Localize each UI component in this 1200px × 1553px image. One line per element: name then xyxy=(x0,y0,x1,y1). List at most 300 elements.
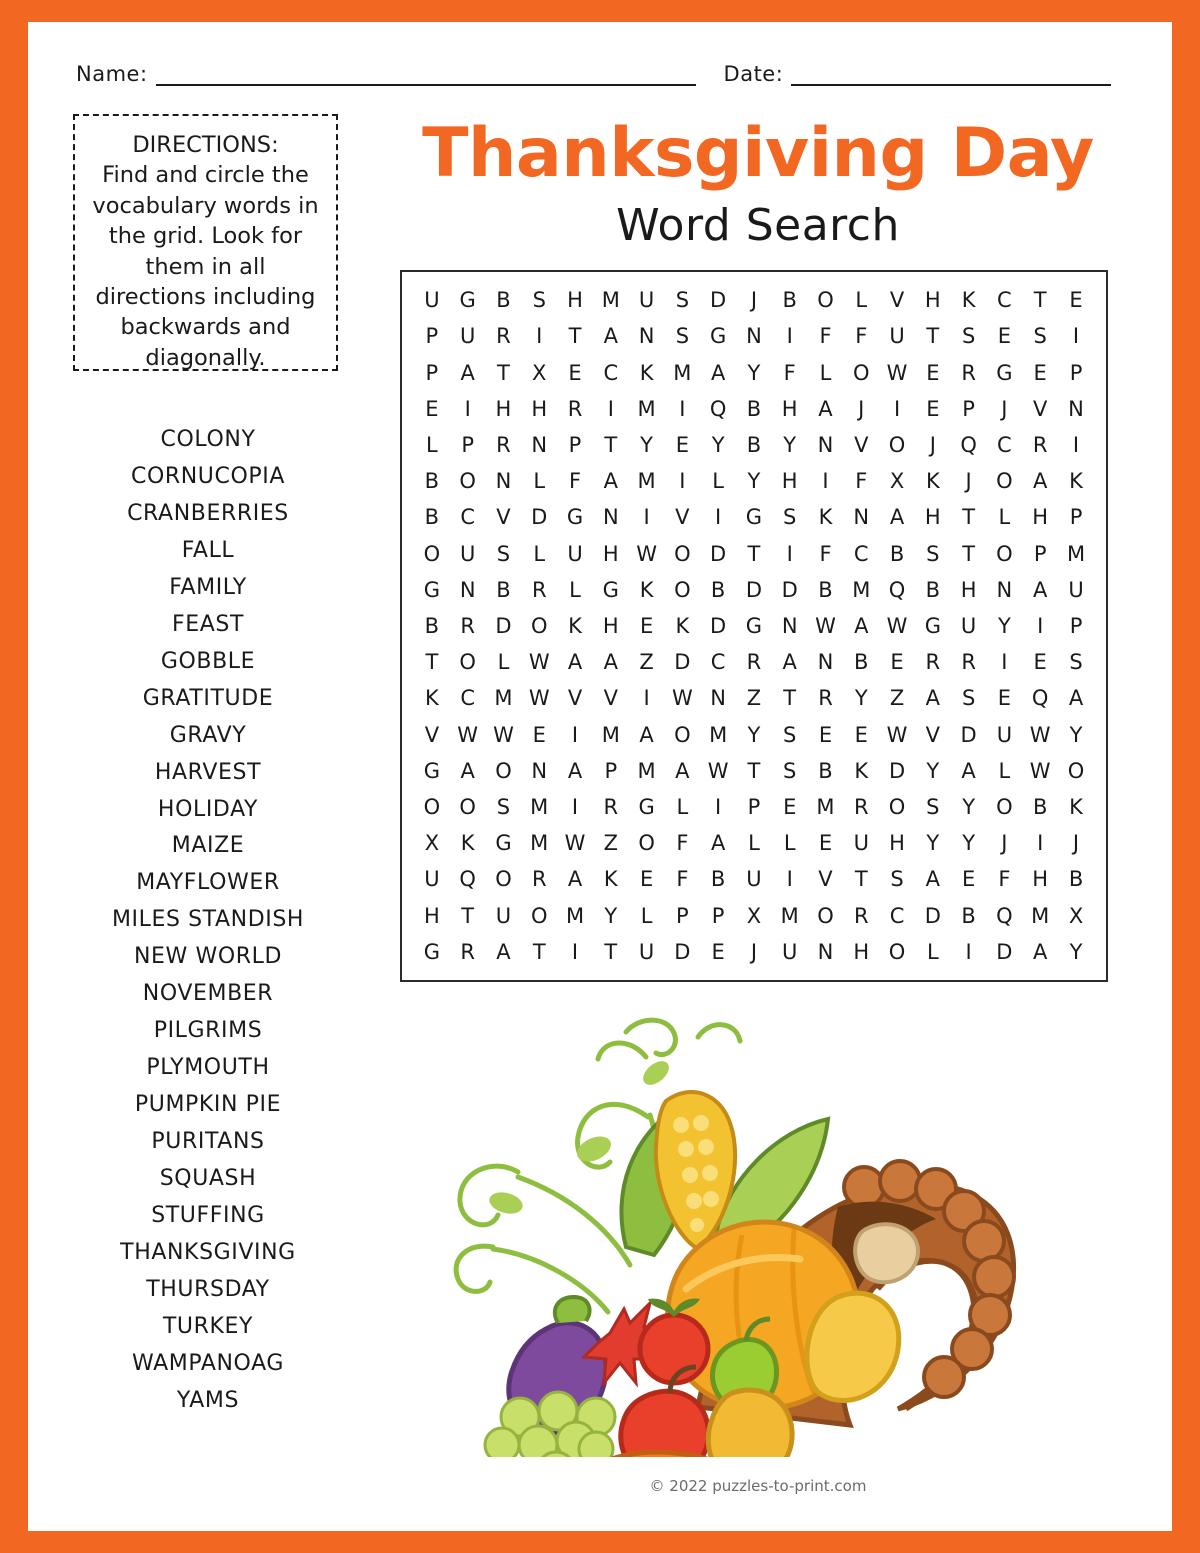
letter-cell[interactable]: V xyxy=(854,432,869,457)
letter-cell[interactable]: Z xyxy=(889,686,905,711)
letter-cell[interactable]: B xyxy=(1068,867,1084,892)
letter-cell[interactable]: S xyxy=(532,288,546,313)
letter-cell[interactable]: O xyxy=(674,541,691,566)
letter-cell[interactable]: M xyxy=(1066,541,1086,566)
letter-cell[interactable]: U xyxy=(459,324,476,349)
letter-cell[interactable]: M xyxy=(1031,903,1050,928)
letter-cell[interactable]: C xyxy=(853,541,869,566)
letter-cell[interactable]: M xyxy=(637,469,656,494)
letter-cell[interactable]: N xyxy=(495,469,512,494)
letter-cell[interactable]: D xyxy=(781,577,798,602)
letter-cell[interactable]: A xyxy=(603,324,618,349)
letter-cell[interactable]: O xyxy=(996,541,1013,566)
letter-cell[interactable]: E xyxy=(926,360,940,385)
letter-cell[interactable]: O xyxy=(423,541,441,566)
letter-cell[interactable]: K xyxy=(639,577,654,602)
letter-cell[interactable]: T xyxy=(604,432,618,457)
letter-cell[interactable]: I xyxy=(607,396,614,421)
letter-cell[interactable]: H xyxy=(495,396,512,421)
letter-cell[interactable]: A xyxy=(1068,686,1084,711)
word-list-item[interactable]: MAYFLOWER xyxy=(136,870,280,896)
letter-cell[interactable]: S xyxy=(675,324,690,349)
letter-cell[interactable]: W xyxy=(707,758,729,783)
letter-cell[interactable]: Y xyxy=(747,722,761,747)
letter-cell[interactable]: O xyxy=(817,903,834,928)
letter-cell[interactable]: X xyxy=(746,903,762,928)
letter-cell[interactable]: N xyxy=(853,505,870,530)
letter-cell[interactable]: T xyxy=(1033,288,1047,313)
letter-cell[interactable]: B xyxy=(818,758,833,783)
letter-cell[interactable]: W xyxy=(636,541,657,566)
letter-cell[interactable]: U xyxy=(960,613,977,638)
letter-cell[interactable]: Y xyxy=(1069,939,1083,964)
letter-cell[interactable]: B xyxy=(424,469,440,494)
letter-cell[interactable]: J xyxy=(750,939,758,964)
letter-cell[interactable]: T xyxy=(783,686,797,711)
letter-cell[interactable]: E xyxy=(997,324,1012,349)
letter-cell[interactable]: J xyxy=(1072,831,1080,856)
letter-cell[interactable]: F xyxy=(819,324,832,349)
letter-cell[interactable]: A xyxy=(639,722,654,747)
letter-cell[interactable]: I xyxy=(1072,432,1080,457)
letter-cell[interactable]: O xyxy=(888,939,906,964)
letter-cell[interactable]: F xyxy=(819,541,832,566)
letter-cell[interactable]: W xyxy=(886,722,908,747)
letter-cell[interactable]: I xyxy=(464,396,471,421)
letter-cell[interactable]: E xyxy=(818,722,833,747)
letter-cell[interactable]: L xyxy=(819,360,832,385)
letter-cell[interactable]: G xyxy=(566,505,584,530)
word-list-item[interactable]: PLYMOUTH xyxy=(146,1055,270,1081)
letter-cell[interactable]: H xyxy=(781,396,798,421)
letter-cell[interactable]: U xyxy=(567,541,583,566)
letter-cell[interactable]: V xyxy=(424,722,440,747)
letter-cell[interactable]: P xyxy=(1069,505,1083,530)
letter-cell[interactable]: L xyxy=(998,505,1011,530)
letter-cell[interactable]: H xyxy=(924,505,941,530)
letter-cell[interactable]: S xyxy=(890,867,904,892)
letter-cell[interactable]: V xyxy=(603,686,618,711)
letter-cell[interactable]: S xyxy=(496,794,511,819)
letter-cell[interactable]: R xyxy=(531,577,547,602)
letter-cell[interactable]: Y xyxy=(747,360,761,385)
letter-cell[interactable]: U xyxy=(1068,577,1084,602)
letter-cell[interactable]: G xyxy=(996,360,1013,385)
letter-cell[interactable]: R xyxy=(853,903,869,928)
letter-cell[interactable]: D xyxy=(674,650,691,675)
letter-cell[interactable]: I xyxy=(786,324,793,349)
word-list-item[interactable]: TURKEY xyxy=(162,1313,254,1339)
letter-cell[interactable]: K xyxy=(639,360,654,385)
letter-cell[interactable]: R xyxy=(496,432,511,457)
letter-cell[interactable]: A xyxy=(675,758,690,783)
letter-cell[interactable]: N xyxy=(531,432,548,457)
letter-cell[interactable]: I xyxy=(643,686,650,711)
letter-cell[interactable]: G xyxy=(710,324,727,349)
letter-cell[interactable]: B xyxy=(710,577,726,602)
word-list-item[interactable]: GRAVY xyxy=(169,722,247,748)
letter-cell[interactable]: B xyxy=(710,867,726,892)
letter-cell[interactable]: B xyxy=(746,432,762,457)
letter-cell[interactable]: N xyxy=(781,613,798,638)
letter-cell[interactable]: N xyxy=(459,577,476,602)
letter-cell[interactable]: A xyxy=(603,469,618,494)
date-input-line[interactable] xyxy=(791,64,1111,86)
letter-cell[interactable]: M xyxy=(530,794,549,819)
letter-cell[interactable]: T xyxy=(747,758,761,783)
letter-cell[interactable]: M xyxy=(780,903,799,928)
letter-cell[interactable]: Z xyxy=(639,650,654,675)
letter-cell[interactable]: Q xyxy=(1031,686,1049,711)
letter-cell[interactable]: M xyxy=(637,758,656,783)
letter-cell[interactable]: T xyxy=(926,324,940,349)
letter-cell[interactable]: Z xyxy=(603,831,618,856)
letter-cell[interactable]: Y xyxy=(1069,722,1083,747)
letter-cell[interactable]: H xyxy=(924,288,941,313)
word-list-item[interactable]: SQUASH xyxy=(159,1166,257,1192)
letter-cell[interactable]: A xyxy=(925,867,941,892)
letter-cell[interactable]: L xyxy=(998,758,1011,783)
letter-cell[interactable]: I xyxy=(965,939,972,964)
letter-cell[interactable]: Q xyxy=(709,396,727,421)
letter-cell[interactable]: M xyxy=(601,288,620,313)
letter-cell[interactable]: G xyxy=(602,577,619,602)
letter-cell[interactable]: O xyxy=(423,794,441,819)
letter-cell[interactable]: A xyxy=(567,650,583,675)
letter-cell[interactable]: Q xyxy=(459,867,476,892)
letter-cell[interactable]: D xyxy=(996,939,1013,964)
letter-cell[interactable]: E xyxy=(1033,360,1047,385)
letter-cell[interactable]: W xyxy=(528,650,550,675)
letter-cell[interactable]: T xyxy=(962,541,976,566)
letter-cell[interactable]: M xyxy=(673,360,692,385)
letter-cell[interactable]: M xyxy=(816,794,835,819)
word-list-item[interactable]: PILGRIMS xyxy=(153,1018,263,1044)
letter-cell[interactable]: L xyxy=(783,831,796,856)
letter-cell[interactable]: H xyxy=(1032,505,1049,530)
letter-cell[interactable]: W xyxy=(457,722,479,747)
letter-cell[interactable]: I xyxy=(1037,613,1044,638)
letter-cell[interactable]: U xyxy=(495,903,512,928)
letter-cell[interactable]: S xyxy=(961,686,976,711)
letter-cell[interactable]: E xyxy=(639,613,654,638)
letter-cell[interactable]: F xyxy=(676,831,689,856)
letter-cell[interactable]: H xyxy=(960,577,977,602)
letter-cell[interactable]: G xyxy=(745,613,763,638)
letter-cell[interactable]: A xyxy=(961,758,976,783)
letter-cell[interactable]: D xyxy=(531,505,548,530)
letter-cell[interactable]: O xyxy=(459,650,476,675)
letter-cell[interactable]: H xyxy=(853,939,870,964)
letter-cell[interactable]: O xyxy=(530,613,548,638)
letter-cell[interactable]: E xyxy=(711,939,725,964)
letter-cell[interactable]: A xyxy=(925,686,941,711)
letter-cell[interactable]: V xyxy=(1032,396,1048,421)
letter-cell[interactable]: T xyxy=(497,360,510,385)
letter-cell[interactable]: H xyxy=(1032,867,1049,892)
letter-cell[interactable]: R xyxy=(460,939,475,964)
letter-cell[interactable]: A xyxy=(1032,577,1048,602)
letter-cell[interactable]: O xyxy=(459,794,476,819)
letter-cell[interactable]: H xyxy=(889,831,905,856)
letter-cell[interactable]: T xyxy=(425,650,439,675)
letter-cell[interactable]: B xyxy=(1032,794,1048,819)
letter-cell[interactable]: P xyxy=(711,903,725,928)
letter-cell[interactable]: A xyxy=(710,360,726,385)
letter-cell[interactable]: E xyxy=(1033,650,1047,675)
letter-cell[interactable]: K xyxy=(925,469,940,494)
letter-cell[interactable]: E xyxy=(568,360,582,385)
letter-cell[interactable]: I xyxy=(679,396,686,421)
letter-cell[interactable]: P xyxy=(962,396,975,421)
word-list-item[interactable]: GOBBLE xyxy=(160,648,256,674)
letter-cell[interactable]: M xyxy=(494,686,513,711)
letter-cell[interactable]: K xyxy=(675,613,690,638)
letter-cell[interactable]: L xyxy=(748,831,760,856)
letter-cell[interactable]: K xyxy=(568,613,582,638)
letter-cell[interactable]: Y xyxy=(747,469,761,494)
letter-cell[interactable]: K xyxy=(425,686,439,711)
letter-cell[interactable]: U xyxy=(638,939,655,964)
letter-cell[interactable]: A xyxy=(854,613,869,638)
word-list-item[interactable]: FEAST xyxy=(171,611,244,637)
letter-cell[interactable]: P xyxy=(425,360,439,385)
letter-cell[interactable]: M xyxy=(601,722,620,747)
letter-cell[interactable]: C xyxy=(710,650,726,675)
letter-cell[interactable]: P xyxy=(1033,541,1047,566)
letter-cell[interactable]: W xyxy=(671,686,693,711)
letter-cell[interactable]: K xyxy=(1069,794,1083,819)
letter-cell[interactable]: H xyxy=(602,613,619,638)
letter-cell[interactable]: E xyxy=(854,722,868,747)
letter-cell[interactable]: V xyxy=(925,722,941,747)
letter-cell[interactable]: I xyxy=(679,469,686,494)
word-list-item[interactable]: COLONY xyxy=(160,427,256,452)
letter-cell[interactable]: F xyxy=(568,469,582,494)
letter-cell[interactable]: T xyxy=(532,939,546,964)
word-list-item[interactable]: HARVEST xyxy=(154,759,262,785)
letter-cell[interactable]: U xyxy=(424,288,440,313)
letter-cell[interactable]: F xyxy=(676,867,689,892)
letter-cell[interactable]: N xyxy=(710,686,726,711)
letter-cell[interactable]: G xyxy=(423,577,441,602)
letter-cell[interactable]: P xyxy=(425,324,439,349)
letter-cell[interactable]: I xyxy=(536,324,543,349)
letter-cell[interactable]: Q xyxy=(960,432,977,457)
letter-cell[interactable]: B xyxy=(818,577,833,602)
letter-cell[interactable]: E xyxy=(961,867,976,892)
letter-cell[interactable]: E xyxy=(639,867,654,892)
letter-cell[interactable]: B xyxy=(424,613,440,638)
letter-cell[interactable]: E xyxy=(783,794,797,819)
letter-cell[interactable]: O xyxy=(888,794,906,819)
word-list-item[interactable]: CORNUCOPIA xyxy=(130,463,285,489)
letter-cell[interactable]: D xyxy=(960,722,977,747)
letter-cell[interactable]: Y xyxy=(962,794,976,819)
letter-cell[interactable]: G xyxy=(638,794,655,819)
letter-cell[interactable]: S xyxy=(783,758,797,783)
letter-cell[interactable]: M xyxy=(852,577,871,602)
letter-cell[interactable]: I xyxy=(786,867,793,892)
letter-cell[interactable]: V xyxy=(675,505,690,530)
word-list-item[interactable]: GRATITUDE xyxy=(142,685,274,711)
letter-cell[interactable]: P xyxy=(747,794,761,819)
letter-cell[interactable]: R xyxy=(1032,432,1048,457)
letter-cell[interactable]: H xyxy=(423,903,440,928)
letter-cell[interactable]: Y xyxy=(604,903,618,928)
letter-cell[interactable]: R xyxy=(496,324,511,349)
letter-cell[interactable]: P xyxy=(568,432,582,457)
letter-cell[interactable]: R xyxy=(853,794,869,819)
letter-cell[interactable]: O xyxy=(996,794,1013,819)
word-list-item[interactable]: YAMS xyxy=(176,1387,240,1413)
letter-cell[interactable]: U xyxy=(996,722,1013,747)
letter-cell[interactable]: I xyxy=(643,505,650,530)
letter-cell[interactable]: R xyxy=(818,686,833,711)
letter-cell[interactable]: G xyxy=(745,505,763,530)
letter-cell[interactable]: V xyxy=(567,686,583,711)
letter-cell[interactable]: T xyxy=(854,867,868,892)
letter-cell[interactable]: E xyxy=(926,396,940,421)
word-list-item[interactable]: STUFFING xyxy=(151,1203,265,1229)
letter-cell[interactable]: C xyxy=(460,505,475,530)
word-list-item[interactable]: MAIZE xyxy=(171,833,245,859)
letter-cell[interactable]: K xyxy=(818,505,833,530)
letter-cell[interactable]: J xyxy=(750,288,758,313)
letter-cell[interactable]: F xyxy=(855,469,868,494)
letter-cell[interactable]: U xyxy=(853,831,869,856)
word-list-item[interactable]: NOVEMBER xyxy=(142,981,274,1007)
letter-cell[interactable]: G xyxy=(423,939,441,964)
letter-cell[interactable]: E xyxy=(818,831,833,856)
letter-cell[interactable]: Y xyxy=(926,758,940,783)
letter-cell[interactable]: X xyxy=(1068,903,1084,928)
letter-cell[interactable]: S xyxy=(783,722,797,747)
word-list-item[interactable]: THURSDAY xyxy=(146,1276,270,1302)
letter-cell[interactable]: U xyxy=(782,939,798,964)
letter-cell[interactable]: F xyxy=(998,867,1011,892)
letter-cell[interactable]: B xyxy=(925,577,941,602)
letter-cell[interactable]: Y xyxy=(640,432,653,457)
letter-cell[interactable]: O xyxy=(674,722,691,747)
letter-cell[interactable]: N xyxy=(602,505,619,530)
letter-cell[interactable]: M xyxy=(709,722,728,747)
letter-cell[interactable]: I xyxy=(715,505,722,530)
letter-cell[interactable]: I xyxy=(786,541,793,566)
letter-cell[interactable]: C xyxy=(997,288,1012,313)
letter-cell[interactable]: T xyxy=(461,903,475,928)
letter-cell[interactable]: L xyxy=(569,577,581,602)
letter-cell[interactable]: I xyxy=(822,469,829,494)
letter-cell[interactable]: O xyxy=(996,469,1013,494)
letter-cell[interactable]: A xyxy=(603,650,618,675)
letter-cell[interactable]: X xyxy=(889,469,905,494)
letter-cell[interactable]: A xyxy=(782,650,797,675)
word-list-item[interactable]: PUMPKIN PIE xyxy=(134,1092,282,1118)
letter-cell[interactable]: L xyxy=(640,903,653,928)
letter-cell[interactable]: G xyxy=(495,831,512,856)
letter-cell[interactable]: E xyxy=(890,650,904,675)
letter-cell[interactable]: K xyxy=(1069,469,1083,494)
letter-cell[interactable]: S xyxy=(926,794,940,819)
letter-cell[interactable]: P xyxy=(461,432,474,457)
letter-cell[interactable]: J xyxy=(1001,831,1008,856)
letter-cell[interactable]: H xyxy=(602,541,619,566)
letter-cell[interactable]: U xyxy=(424,867,440,892)
letter-cell[interactable]: D xyxy=(710,288,727,313)
word-list-item[interactable]: HOLIDAY xyxy=(157,796,259,822)
letter-cell[interactable]: N xyxy=(817,432,834,457)
letter-cell[interactable]: L xyxy=(855,288,868,313)
letter-cell[interactable]: J xyxy=(965,469,972,494)
letter-cell[interactable]: E xyxy=(532,722,546,747)
letter-cell[interactable]: U xyxy=(459,541,476,566)
letter-cell[interactable]: W xyxy=(528,686,550,711)
letter-cell[interactable]: A xyxy=(1032,469,1048,494)
letter-cell[interactable]: D xyxy=(674,939,691,964)
letter-cell[interactable]: R xyxy=(746,650,762,675)
letter-cell[interactable]: O xyxy=(888,432,906,457)
letter-cell[interactable]: B xyxy=(889,541,905,566)
letter-cell[interactable]: V xyxy=(818,867,833,892)
letter-cell[interactable]: Y xyxy=(926,831,940,856)
letter-cell[interactable]: D xyxy=(710,541,727,566)
letter-cell[interactable]: A xyxy=(889,505,905,530)
letter-cell[interactable]: N xyxy=(996,577,1013,602)
letter-cell[interactable]: D xyxy=(924,903,941,928)
letter-cell[interactable]: O xyxy=(459,469,476,494)
letter-cell[interactable]: I xyxy=(571,939,579,964)
letter-cell[interactable]: N xyxy=(817,650,834,675)
letter-cell[interactable]: F xyxy=(783,360,796,385)
letter-cell[interactable]: Q xyxy=(996,903,1013,928)
letter-cell[interactable]: P xyxy=(1069,613,1083,638)
letter-cell[interactable]: A xyxy=(496,939,511,964)
letter-cell[interactable]: M xyxy=(530,831,549,856)
letter-cell[interactable]: C xyxy=(603,360,619,385)
letter-cell[interactable]: Y xyxy=(854,686,868,711)
word-list-item[interactable]: WAMPANOAG xyxy=(132,1350,284,1376)
letter-cell[interactable]: X xyxy=(532,360,547,385)
letter-cell[interactable]: S xyxy=(675,288,690,313)
letter-cell[interactable]: L xyxy=(712,469,724,494)
letter-cell[interactable]: W xyxy=(886,613,908,638)
letter-cell[interactable]: D xyxy=(888,758,906,783)
letter-cell[interactable]: H xyxy=(531,396,548,421)
letter-cell[interactable]: A xyxy=(567,758,583,783)
word-list-item[interactable]: FALL xyxy=(181,537,235,563)
letter-cell[interactable]: B xyxy=(854,650,869,675)
letter-cell[interactable]: B xyxy=(746,396,762,421)
letter-cell[interactable]: W xyxy=(886,360,908,385)
letter-cell[interactable]: T xyxy=(604,939,618,964)
letter-cell[interactable]: S xyxy=(783,505,797,530)
letter-cell[interactable]: I xyxy=(715,794,722,819)
letter-cell[interactable]: T xyxy=(747,541,761,566)
letter-cell[interactable]: G xyxy=(459,288,476,313)
letter-cell[interactable]: J xyxy=(929,432,936,457)
letter-cell[interactable]: S xyxy=(1033,324,1047,349)
letter-cell[interactable]: W xyxy=(815,613,836,638)
letter-cell[interactable]: N xyxy=(1068,396,1084,421)
letter-cell[interactable]: K xyxy=(961,288,976,313)
letter-cell[interactable]: Q xyxy=(888,577,906,602)
letter-cell[interactable]: L xyxy=(926,939,939,964)
letter-cell[interactable]: C xyxy=(889,903,905,928)
letter-cell[interactable]: E xyxy=(1069,288,1083,313)
letter-cell[interactable]: R xyxy=(531,867,547,892)
word-list-item[interactable]: THANKSGIVING xyxy=(120,1239,296,1265)
